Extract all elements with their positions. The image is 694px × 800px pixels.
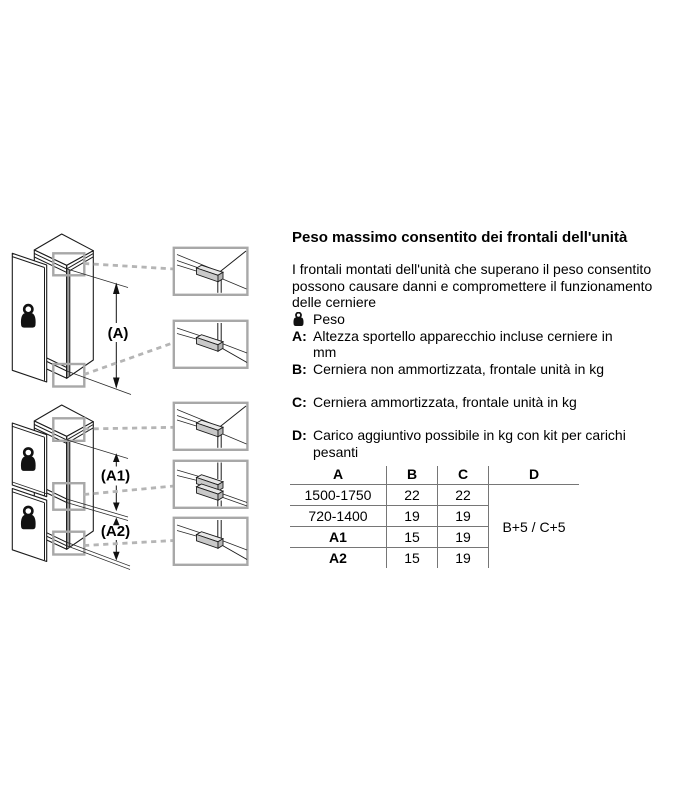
column-header: A [290,466,387,485]
leader-line [84,486,174,495]
weight-legend-label: Peso [313,310,345,327]
table-cell: 19 [387,506,438,527]
intro-line: delle cerniere [292,294,377,311]
weight-legend-row [292,311,692,328]
leader-line [84,427,174,429]
table-cell: 22 [438,485,489,506]
dimension-label-a2: (A2) [100,523,131,540]
table-cell: 19 [438,506,489,527]
legend-item-c [292,394,692,411]
table-cell: 15 [387,527,438,548]
column-header: B [387,466,438,485]
table-cell-merged-d: B+5 / C+5 [502,518,566,535]
legend-item-a [292,328,692,361]
intro-line: I frontali montati dell'unità che superano il peso consentito [292,261,652,277]
table-cell: 19 [438,548,489,568]
leader-line [84,343,174,375]
table-cell: 19 [438,527,489,548]
leader-line [84,541,174,546]
legend-text: Carico aggiuntivo possibile in kg con kit per carichi [313,427,626,444]
legend-text: pesanti [313,443,359,460]
weight-limit-table [290,466,579,568]
legend-key: D: [292,427,307,444]
legend-item-d [292,427,692,460]
hinge-detail-box-top [174,248,248,295]
table-cell: 1500-1750 [290,485,387,506]
table-cell: 15 [387,548,438,568]
legend-text: mm [313,344,337,361]
intro-line: possono causare danni e compromettere il funzionamento [292,277,653,294]
table-cell: A2 [290,548,387,568]
legend-text: Cerniera non ammortizzata, frontale unità in kg [313,360,605,377]
column-header: D [489,466,579,485]
column-header: C [438,466,489,485]
table-cell: 22 [387,485,438,506]
dimension-label-a1: (A1) [100,467,131,485]
legend-text: Cerniera ammortizzata, frontale unità in kg [313,394,577,411]
hinge-detail-box-bottom-2 [174,518,248,565]
legend-key: C: [292,394,307,411]
appliance-hinge-diagram [0,228,292,580]
legend-item-b [292,361,692,378]
table-cell: 720-1400 [290,506,387,527]
hinge-detail-box-top-2 [174,403,248,450]
text-column [292,229,692,461]
appliance-diagram-double-door [12,403,247,570]
appliance-diagram-single-door [12,234,247,395]
hinge-detail-box-bottom [174,321,248,368]
legend-key: A: [292,327,307,344]
legend-text: Altezza sportello apparecchio incluse cerniere in [313,327,613,344]
dimension-label-a: (A) [107,325,129,342]
table-cell: A1 [290,527,387,548]
hinge-detail-box-middle [174,461,248,508]
leader-line [84,264,174,270]
legend-key: B: [292,360,307,377]
page-title: Peso massimo consentito dei frontali dell'unità [292,229,628,246]
weight-icon [292,312,305,327]
